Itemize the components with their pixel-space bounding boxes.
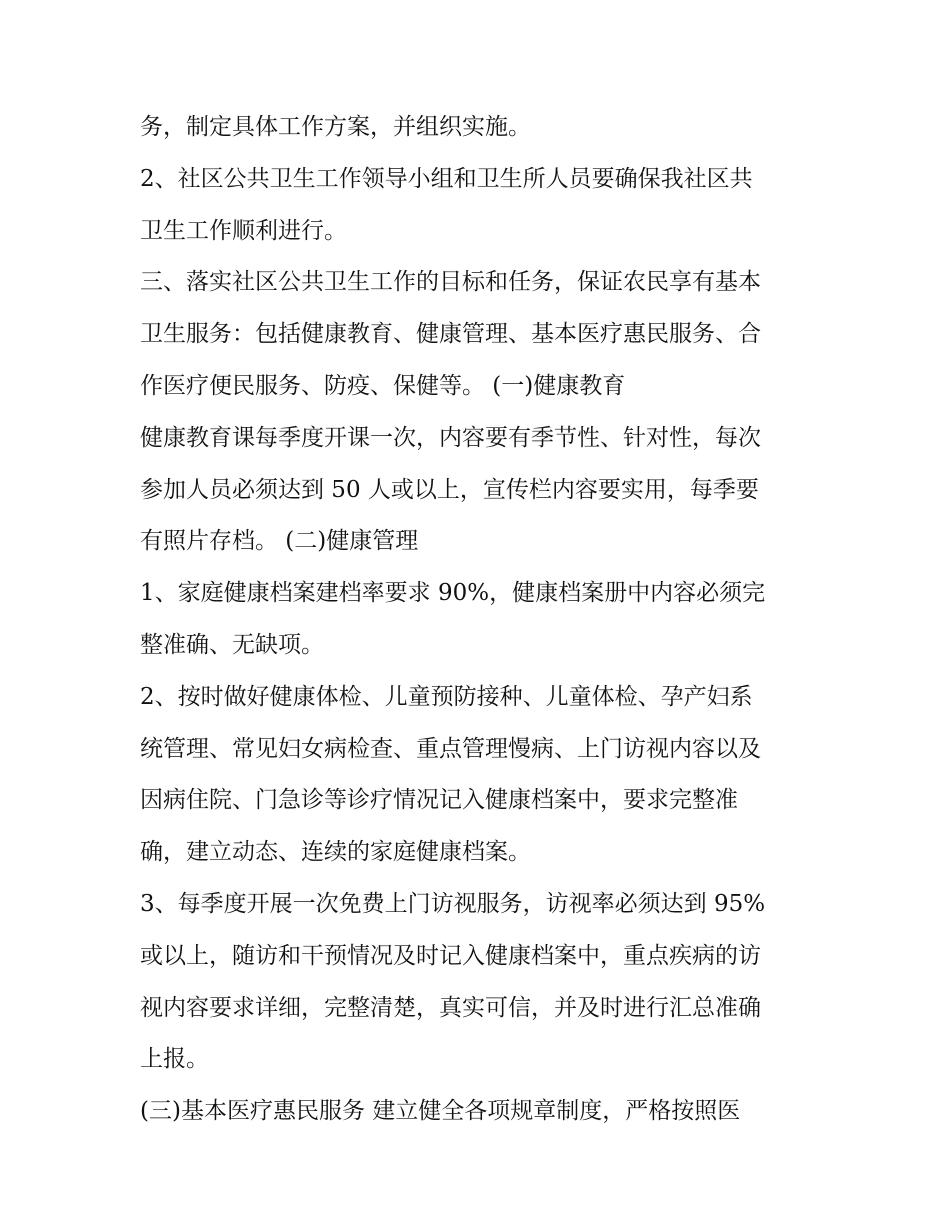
text-line: 整准确、无缺项。 (140, 631, 324, 658)
text-line: 卫生服务：包括健康教育、健康管理、基本医疗惠民服务、合 (140, 321, 761, 348)
text-line: 确，建立动态、连续的家庭健康档案。 (140, 839, 531, 866)
text-line: 参加人员必须达到 50 人或以上，宣传栏内容要实用，每季要 (140, 476, 759, 503)
text-line: (三)基本医疗惠民服务 建立健全各项规章制度，严格按照医 (140, 1098, 741, 1125)
text-line: 三、落实社区公共卫生工作的目标和任务，保证农民享有基本 (140, 269, 761, 296)
text-line: 统管理、常见妇女病检查、重点管理慢病、上门访视内容以及 (140, 735, 761, 762)
text-line: 2、社区公共卫生工作领导小组和卫生所人员要确保我社区共 (140, 165, 753, 192)
text-line: 作医疗便民服务、防疫、保健等。 (一)健康教育 (140, 372, 626, 399)
text-line: 因病住院、门急诊等诊疗情况记入健康档案中，要求完整准 (140, 787, 738, 814)
text-line: 卫生工作顺利进行。 (140, 217, 347, 244)
text-line: 1、家庭健康档案建档率要求 90%，健康档案册中内容必须完 (140, 580, 766, 607)
text-line: 健康教育课每季度开课一次，内容要有季节性、针对性，每次 (140, 424, 761, 451)
document-body (140, 102, 820, 1138)
text-line: 2、按时做好健康体检、儿童预防接种、儿童体检、孕产妇系 (140, 683, 753, 710)
text-line: 有照片存档。 (二)健康管理 (140, 528, 419, 555)
text-line: 务，制定具体工作方案，并组织实施。 (140, 114, 531, 140)
text-line: 或以上，随访和干预情况及时记入健康档案中，重点疾病的访 (140, 942, 761, 969)
text-line: 视内容要求详细，完整清楚，真实可信，并及时进行汇总准确 (140, 994, 761, 1021)
text-line: 3、每季度开展一次免费上门访视服务，访视率必须达到 95% (140, 890, 766, 917)
text-line: 上报。 (140, 1046, 209, 1073)
